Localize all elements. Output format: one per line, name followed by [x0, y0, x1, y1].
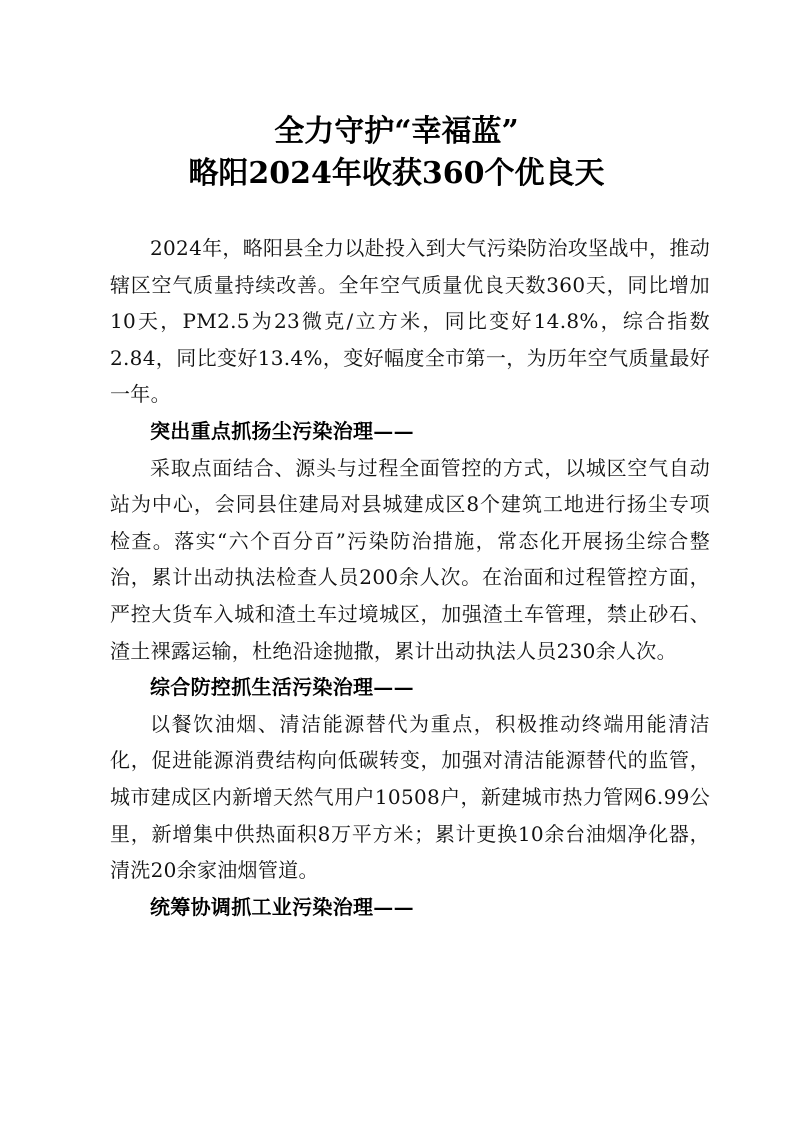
section-paragraph-dust: 采取点面结合、源头与过程全面管控的方式，以城区空气自动站为中心，会同县住建局对县城建成区8个建筑工地进行扬尘专项检查。落实“六个百分百”污染防治措施，常态化开展扬尘综合整治，累计出动执法检查人员200余人次。在治面和过程管控方面，严控大货车入城和渣土车过境城区，加强渣土车管理，禁止砂石、渣土裸露运输，杜绝沿途抛撒，累计出动执法人员230余人次。: [110, 455, 710, 663]
section-paragraph-domestic: 以餐饮油烟、清洁能源替代为重点，积极推动终端用能清洁化，促进能源消费结构向低碳转变，加强对清洁能源替代的监管，城市建成区内新增天然气用户10508户，新建城市热力管网6.99公里，新增集中供热面积8万平方米；累计更换10余台油烟净化器，清洗20余家油烟管道。: [110, 711, 710, 883]
section-heading-industrial: 统筹协调抓工业污染治理——: [150, 894, 414, 919]
article-body: [110, 230, 710, 925]
intro-paragraph: 2024年，略阳县全力以赴投入到大气污染防治攻坚战中，推动辖区空气质量持续改善。全年空气质量优良天数360天，同比增加10天，PM2.5为23微克/立方米，同比变好14.8%，综合指数2.84，同比变好13.4%，变好幅度全市第一，为历年空气质量最好一年。: [110, 236, 710, 407]
section-heading-domestic: 综合防控抓生活污染治理——: [150, 675, 414, 700]
section-heading-dust: 突出重点抓扬尘污染治理——: [150, 418, 414, 443]
title-line-1: 全力守护“幸福蓝”: [274, 114, 519, 149]
title-line-2: 略阳2024年收获360个优良天: [188, 156, 605, 191]
